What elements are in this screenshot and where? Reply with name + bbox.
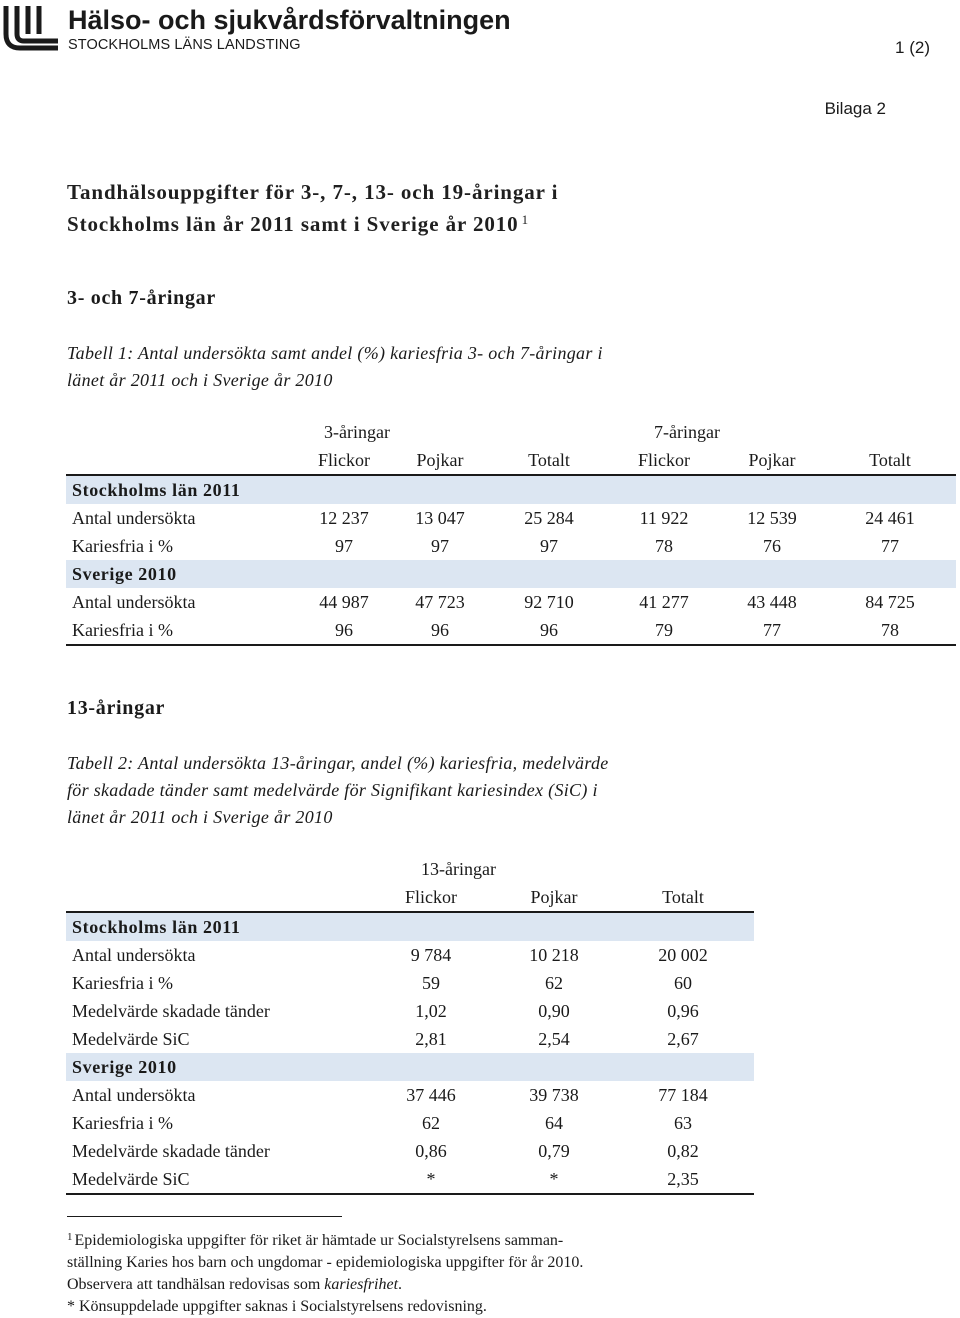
table-cell: *: [366, 1165, 496, 1194]
table-cell: 1,02: [415, 1001, 447, 1021]
table-cell: 20 002: [658, 945, 708, 965]
table1-column-header: Totalt: [528, 450, 570, 470]
table-cell: 92 710: [524, 592, 574, 612]
table-cell: 64: [545, 1113, 563, 1133]
table2-column-header-row: [66, 883, 754, 912]
table-cell: 78: [824, 616, 956, 645]
title-line-2: Stockholms län år 2011 samt i Sverige år 2010: [67, 212, 519, 236]
table1-caption-line-1: Tabell 1: Antal undersökta samt andel (%) kariesfria 3- och 7-åringar i: [67, 343, 603, 363]
table-cell: 12 539: [747, 508, 797, 528]
table2-caption-line-2: för skadade tänder samt medelvärde för Signifikant kariesindex (SiC) i: [67, 780, 598, 800]
table1-caption: [67, 340, 603, 394]
table2-caption-line-1: Tabell 2: Antal undersökta 13-åringar, andel (%) kariesfria, medelvärde: [67, 753, 609, 773]
table2-section-label: Sverige 2010: [66, 1053, 754, 1081]
table-cell: *: [496, 1165, 612, 1194]
table-cell: 2,81: [415, 1029, 447, 1049]
table-cell: 79: [608, 616, 720, 645]
footnotes: [67, 1226, 767, 1318]
table-cell: 12 237: [319, 508, 369, 528]
table-cell: 62: [545, 973, 563, 993]
row-label: Antal undersökta: [72, 508, 196, 528]
table-cell: 60: [674, 973, 692, 993]
table-cell: 96: [298, 616, 390, 645]
table-row: [66, 1025, 754, 1053]
table1-section-label: Stockholms län 2011: [66, 475, 956, 504]
organization-name: Hälso- och sjukvårdsförvaltningen: [68, 5, 511, 35]
table-cell: 10 218: [529, 945, 579, 965]
document-title: [67, 179, 707, 238]
table-row: [66, 1165, 754, 1194]
landsting-logo-icon: [0, 4, 60, 52]
table1-column-header: Totalt: [869, 450, 911, 470]
table-row: [66, 588, 956, 616]
row-label: Medelvärde SiC: [66, 1165, 366, 1194]
table-cell: 2,54: [538, 1029, 570, 1049]
table-row: [66, 941, 754, 969]
table-row: [66, 969, 754, 997]
table-cell: 63: [674, 1113, 692, 1133]
row-label: Medelvärde skadade tänder: [72, 1001, 270, 1021]
table1-group-header-row: [66, 418, 956, 446]
section-heading-3-7: 3- och 7-åringar: [67, 287, 216, 309]
table-cell: 76: [763, 536, 781, 556]
table1-column-header-row: [66, 446, 956, 475]
table-cell: 96: [490, 616, 608, 645]
table-cell: 0,79: [538, 1141, 570, 1161]
table-row: [66, 1109, 754, 1137]
table2-group-header: 13-åringar: [421, 859, 496, 879]
table-cell: 96: [390, 616, 490, 645]
footnote-1: [67, 1226, 767, 1296]
table-row: [66, 997, 754, 1025]
table2-column-header: Pojkar: [530, 887, 578, 907]
footnote-1-emphasis: kariesfrihet: [324, 1276, 399, 1293]
table-cell: 25 284: [524, 508, 574, 528]
table2-section-row: [66, 1053, 754, 1081]
row-label: Medelvärde SiC: [72, 1029, 190, 1049]
table-cell: 9 784: [410, 945, 452, 965]
footnote-1-line-2: ställning Karies hos barn och ungdomar - epidemiologiska uppgifter för år 2010.: [67, 1254, 584, 1271]
table1-column-header: Pojkar: [748, 450, 796, 470]
row-label: Antal undersökta: [72, 592, 196, 612]
footnote-1-line-3: Observera att tandhälsan redovisas som: [67, 1276, 325, 1293]
table-row: [66, 1081, 754, 1109]
table-cell: 47 723: [415, 592, 465, 612]
table1-group-header: 7-åringar: [654, 422, 720, 442]
table-cell: 84 725: [865, 592, 915, 612]
table-cell: 11 922: [639, 508, 689, 528]
table-1: [66, 418, 956, 646]
table2-section-row: [66, 912, 754, 941]
row-label: Kariesfria i %: [72, 973, 173, 993]
table1-column-header: Flickor: [318, 450, 370, 470]
table-cell: 24 461: [865, 508, 915, 528]
table2-column-header: Totalt: [662, 887, 704, 907]
table1-group-header: 3-åringar: [324, 422, 390, 442]
table-cell: 77: [720, 616, 824, 645]
table1-section-label: Sverige 2010: [66, 560, 956, 588]
table-cell: 59: [422, 973, 440, 993]
table1-column-header: Pojkar: [416, 450, 464, 470]
row-label: Antal undersökta: [72, 1085, 196, 1105]
table-cell: 97: [335, 536, 353, 556]
table2-section-label: Stockholms län 2011: [66, 912, 754, 941]
title-line-1: Tandhälsouppgifter för 3-, 7-, 13- och 19-åringar i: [67, 180, 559, 204]
table-row: [66, 504, 956, 532]
section-heading-13: 13-åringar: [67, 697, 166, 719]
table2-caption-line-3: länet år 2011 och i Sverige år 2010: [67, 807, 333, 827]
footnote-2: * Könsuppdelade uppgifter saknas i Socialstyrelsens redovisning.: [67, 1298, 487, 1315]
table-cell: 2,35: [612, 1165, 754, 1194]
table2-column-header: Flickor: [405, 887, 457, 907]
row-label: Antal undersökta: [72, 945, 196, 965]
row-label: Medelvärde skadade tänder: [72, 1141, 270, 1161]
row-label: Kariesfria i %: [72, 1113, 173, 1133]
table-cell: 77 184: [658, 1085, 708, 1105]
footnote-1-marker: 1: [67, 1231, 73, 1243]
table-row: [66, 1137, 754, 1165]
page-number: 1 (2): [895, 38, 930, 57]
table1-column-header: Flickor: [638, 450, 690, 470]
table1-caption-line-2: länet år 2011 och i Sverige år 2010: [67, 370, 333, 390]
organization-subtitle: STOCKHOLMS LÄNS LANDSTING: [68, 37, 301, 53]
row-label: Kariesfria i %: [72, 536, 173, 556]
table-cell: 0,82: [667, 1141, 699, 1161]
table1-section-row: [66, 560, 956, 588]
table-cell: 0,86: [415, 1141, 447, 1161]
footnote-1-line-1: Epidemiologiska uppgifter för riket är hämtade ur Socialstyrelsens samman-: [74, 1232, 564, 1249]
appendix-label: Bilaga 2: [824, 99, 886, 118]
footnote-1-line-3-end: .: [398, 1276, 403, 1293]
table-row: [66, 532, 956, 560]
title-footnote-ref: 1: [521, 212, 529, 227]
table-cell: 77: [881, 536, 899, 556]
table-cell: 62: [422, 1113, 440, 1133]
table-cell: 0,96: [667, 1001, 699, 1021]
table2-group-header-row: [66, 855, 754, 883]
table-cell: 41 277: [639, 592, 689, 612]
row-label: Kariesfria i %: [66, 616, 298, 645]
table-cell: 0,90: [538, 1001, 570, 1021]
table-cell: 97: [431, 536, 449, 556]
table-row: [66, 616, 956, 645]
table-2: [66, 855, 754, 1195]
footnote-divider: [67, 1216, 342, 1217]
table-cell: 97: [540, 536, 558, 556]
table-cell: 2,67: [667, 1029, 699, 1049]
table-cell: 13 047: [415, 508, 465, 528]
table-cell: 39 738: [529, 1085, 579, 1105]
table-cell: 44 987: [319, 592, 369, 612]
table-cell: 78: [655, 536, 673, 556]
table-cell: 37 446: [406, 1085, 456, 1105]
table1-section-row: [66, 475, 956, 504]
table2-caption: [67, 750, 609, 831]
table-cell: 43 448: [747, 592, 797, 612]
